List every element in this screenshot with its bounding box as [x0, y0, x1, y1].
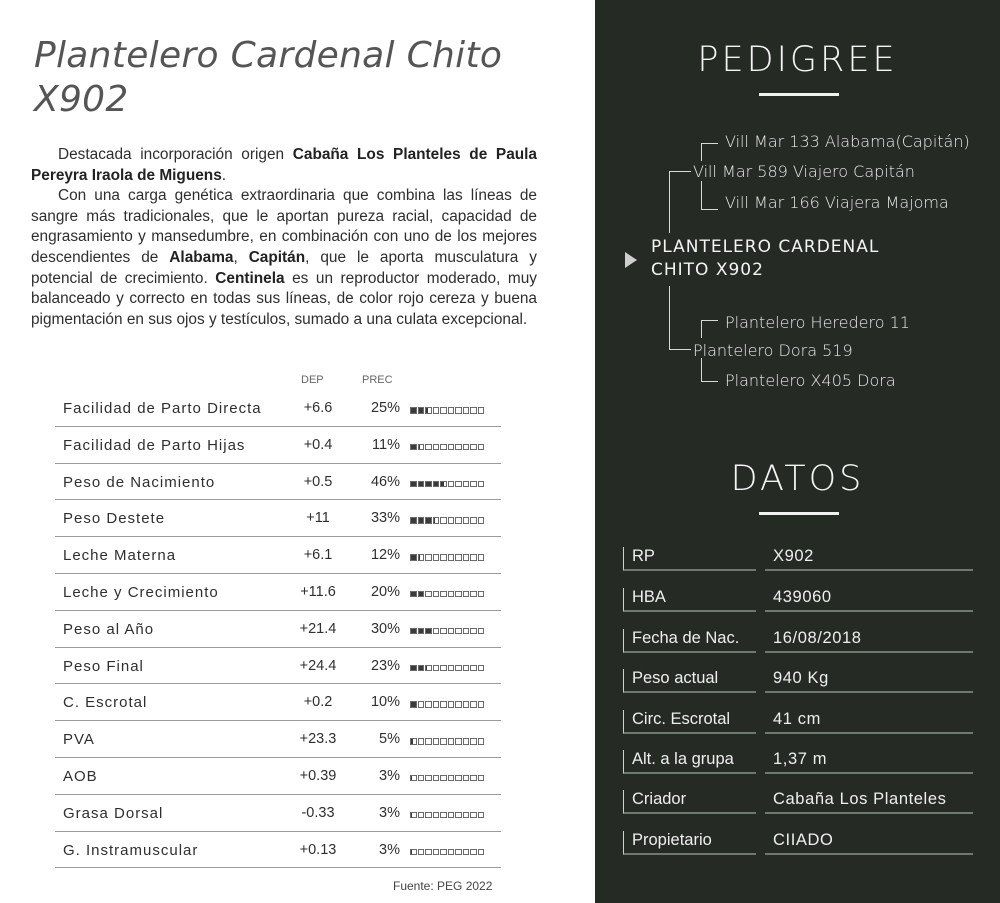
- precision-square: [448, 554, 455, 561]
- row-label: Leche Materna: [63, 547, 177, 565]
- row-dep: +6.6: [303, 400, 333, 416]
- precision-square: [470, 444, 477, 451]
- precision-square: [478, 775, 485, 782]
- precision-square: [410, 554, 417, 561]
- datos-key: Propietario: [623, 831, 756, 855]
- precision-square: [448, 665, 455, 672]
- precision-square: [433, 701, 440, 708]
- precision-square: [478, 517, 485, 524]
- row-dep: +11: [306, 510, 330, 527]
- datos-key: RP: [623, 547, 756, 571]
- precision-square: [410, 665, 417, 672]
- datos-key: Peso actual: [623, 669, 756, 693]
- precision-square: [455, 849, 462, 856]
- pedigree-sire-sire: Vill Mar 133 Alabama(Capitán): [725, 132, 970, 151]
- precision-bar: [410, 407, 484, 414]
- datos-row: [623, 831, 973, 855]
- precision-square: [448, 738, 455, 745]
- precision-square: [455, 738, 462, 745]
- precision-square: [433, 812, 440, 819]
- precision-square: [425, 481, 432, 488]
- row-dep: +0.13: [299, 841, 337, 858]
- precision-square: [433, 554, 440, 561]
- precision-square: [478, 849, 485, 856]
- pedigree-dam-dam: Plantelero X405 Dora: [725, 371, 896, 390]
- precision-bar: [410, 628, 484, 635]
- row-dep: +0.4: [303, 436, 333, 453]
- precision-square: [455, 591, 462, 598]
- precision-square: [448, 812, 455, 819]
- precision-square: [478, 738, 485, 745]
- precision-square: [478, 665, 485, 672]
- table-row: [55, 795, 501, 832]
- pedigree-dam: Plantelero Dora 519: [693, 341, 853, 360]
- precision-square: [410, 812, 417, 819]
- precision-square: [425, 738, 432, 745]
- row-label: Peso de Nacimiento: [63, 473, 216, 491]
- precision-square: [478, 591, 485, 598]
- precision-square: [440, 481, 447, 488]
- precision-square: [455, 628, 462, 635]
- precision-square: [433, 849, 440, 856]
- table-row: [55, 464, 501, 501]
- pedigree-sire-dam: Vill Mar 166 Viajera Majoma: [725, 193, 949, 212]
- precision-square: [418, 407, 425, 414]
- row-label: Grasa Dorsal: [63, 804, 164, 822]
- precision-square: [448, 517, 455, 524]
- precision-square: [425, 591, 432, 598]
- datos-row: [623, 669, 973, 693]
- precision-square: [418, 812, 425, 819]
- description-paragraph-1: Destacada incorporación origen Cabaña Los Planteles de Paula Pereyra Iraola de Miguens.: [31, 146, 537, 184]
- row-prec: 11%: [372, 436, 400, 453]
- source-note: Fuente: PEG 2022: [393, 879, 493, 893]
- row-prec: 5%: [379, 731, 400, 748]
- row-prec: 3%: [379, 841, 400, 858]
- table-row: [55, 758, 501, 795]
- precision-square: [463, 665, 470, 672]
- info-panel: [595, 0, 1000, 903]
- datos-value: 41 cm: [765, 710, 973, 734]
- precision-square: [425, 812, 432, 819]
- precision-square: [463, 591, 470, 598]
- precision-square: [425, 701, 432, 708]
- precision-square: [463, 407, 470, 414]
- precision-square: [455, 554, 462, 561]
- row-label: Facilidad de Parto Directa: [63, 400, 262, 417]
- precision-square: [410, 628, 417, 635]
- datos-key: Fecha de Nac.: [623, 629, 756, 653]
- table-row: [55, 427, 501, 464]
- precision-square: [455, 812, 462, 819]
- precision-square: [433, 665, 440, 672]
- table-row: [55, 611, 501, 648]
- precision-square: [463, 849, 470, 856]
- precision-square: [410, 444, 417, 451]
- precision-square: [478, 444, 485, 451]
- pedigree-title-underline: [759, 93, 839, 96]
- precision-square: [425, 444, 432, 451]
- pedigree-connector: [701, 358, 718, 382]
- row-dep: +11.6: [300, 583, 336, 600]
- precision-square: [425, 628, 432, 635]
- precision-square: [448, 701, 455, 708]
- description-paragraph-2: Con una carga genética extraordinaria que combina las líneas de sangre más tradicionales, que le aportan pureza racial, capacidad de engrasamiento y mansedumbre, en combinación con uno de los mejores descendientes de Alabama, Capitán, que le aporta musculatura y potencial de crecimiento. Centinela es un reproductor moderado, muy balanceado y correcto en todas sus líneas, de color rojo cereza y buena pigmentación en sus ojos y testículos, sumado a una culata excepcional.: [31, 187, 537, 328]
- row-prec: 20%: [370, 583, 400, 600]
- precision-square: [478, 407, 485, 414]
- precision-square: [440, 407, 447, 414]
- precision-square: [478, 554, 485, 561]
- precision-square: [455, 665, 462, 672]
- precision-bar: [410, 444, 484, 451]
- precision-square: [418, 444, 425, 451]
- datos-key: Alt. a la grupa: [623, 750, 756, 774]
- precision-square: [418, 481, 425, 488]
- precision-bar: [410, 554, 484, 561]
- precision-square: [463, 812, 470, 819]
- row-label: Facilidad de Parto Hijas: [63, 436, 246, 454]
- precision-square: [418, 554, 425, 561]
- datos-value: X902: [765, 547, 973, 571]
- datos-value: 439060: [765, 588, 973, 612]
- precision-square: [470, 665, 477, 672]
- datos-value: Cabaña Los Planteles: [765, 790, 973, 814]
- precision-square: [433, 481, 440, 488]
- precision-square: [440, 701, 447, 708]
- precision-bar: [410, 481, 484, 488]
- row-prec: 46%: [370, 473, 400, 490]
- datos-value: 16/08/2018: [765, 629, 973, 653]
- precision-square: [433, 775, 440, 782]
- precision-square: [440, 554, 447, 561]
- row-label: Peso Final: [63, 657, 144, 675]
- pedigree-connector: [669, 171, 691, 233]
- precision-square: [418, 849, 425, 856]
- pedigree-dam-sire: Plantelero Heredero 11: [725, 313, 910, 332]
- precision-square: [455, 444, 462, 451]
- precision-square: [440, 812, 447, 819]
- precision-square: [463, 481, 470, 488]
- row-label: AOB: [63, 767, 98, 785]
- precision-square: [463, 628, 470, 635]
- precision-square: [463, 444, 470, 451]
- precision-square: [418, 665, 425, 672]
- precision-square: [470, 554, 477, 561]
- precision-square: [470, 481, 477, 488]
- row-label: PVA: [63, 731, 95, 749]
- precision-square: [463, 554, 470, 561]
- datos-key: HBA: [623, 588, 756, 612]
- precision-bar: [410, 812, 484, 819]
- row-dep: +0.5: [303, 473, 333, 490]
- precision-square: [478, 481, 485, 488]
- precision-square: [440, 775, 447, 782]
- precision-square: [440, 591, 447, 598]
- datos-key: Criador: [623, 790, 756, 814]
- row-label: Peso Destete: [63, 510, 166, 528]
- table-row: [55, 832, 501, 869]
- precision-square: [418, 628, 425, 635]
- column-header-dep: DEP: [301, 374, 324, 386]
- precision-square: [448, 444, 455, 451]
- precision-square: [478, 812, 485, 819]
- precision-square: [463, 775, 470, 782]
- precision-square: [440, 628, 447, 635]
- row-prec: 10%: [370, 694, 400, 711]
- precision-square: [410, 407, 417, 414]
- precision-square: [410, 701, 417, 708]
- row-dep: +0.2: [303, 694, 333, 711]
- row-dep: +24.4: [299, 657, 337, 674]
- precision-bar: [410, 738, 484, 745]
- precision-square: [455, 517, 462, 524]
- precision-square: [418, 775, 425, 782]
- precision-square: [433, 517, 440, 524]
- precision-bar: [410, 591, 484, 598]
- precision-square: [418, 701, 425, 708]
- datos-row: [623, 547, 973, 571]
- pedigree-sire: Vill Mar 589 Viajero Capitán: [693, 162, 915, 181]
- precision-square: [470, 628, 477, 635]
- row-label: Leche y Crecimiento: [63, 583, 219, 601]
- row-dep: +6.1: [303, 547, 333, 564]
- precision-square: [448, 775, 455, 782]
- row-dep: -0.33: [301, 804, 335, 821]
- precision-bar: [410, 849, 484, 856]
- pedigree-connector: [669, 286, 691, 350]
- row-prec: 25%: [370, 400, 400, 416]
- precision-square: [425, 554, 432, 561]
- pedigree-animal: PLANTELERO CARDENAL CHITO X902: [651, 237, 880, 280]
- precision-square: [425, 849, 432, 856]
- row-dep: +21.4: [299, 620, 337, 637]
- precision-bar: [410, 701, 484, 708]
- precision-square: [470, 591, 477, 598]
- pedigree-title: PEDIGREE: [697, 40, 898, 80]
- precision-square: [418, 591, 425, 598]
- table-row: [55, 390, 501, 427]
- row-label: G. Instramuscular: [63, 841, 199, 859]
- page-title: Plantelero Cardenal Chito X902: [34, 35, 503, 120]
- table-row: [55, 574, 501, 611]
- precision-square: [433, 407, 440, 414]
- precision-square: [410, 591, 417, 598]
- table-row: [55, 500, 501, 537]
- precision-square: [425, 665, 432, 672]
- row-prec: 12%: [370, 547, 400, 564]
- precision-square: [448, 628, 455, 635]
- precision-square: [425, 775, 432, 782]
- row-prec: 3%: [379, 767, 400, 784]
- precision-square: [433, 628, 440, 635]
- precision-square: [410, 738, 417, 745]
- precision-square: [455, 407, 462, 414]
- precision-square: [463, 517, 470, 524]
- precision-square: [440, 738, 447, 745]
- precision-square: [440, 444, 447, 451]
- precision-bar: [410, 665, 484, 672]
- row-dep: +0.39: [299, 767, 337, 784]
- row-prec: 33%: [370, 510, 400, 527]
- pedigree-connector: [701, 320, 718, 338]
- precision-square: [410, 849, 417, 856]
- row-prec: 30%: [370, 620, 400, 637]
- row-label: C. Escrotal: [63, 694, 148, 712]
- precision-square: [455, 481, 462, 488]
- precision-bar: [410, 775, 484, 782]
- row-prec: 3%: [379, 804, 400, 821]
- precision-square: [470, 407, 477, 414]
- precision-square: [410, 775, 417, 782]
- table-row: [55, 684, 501, 721]
- precision-square: [418, 738, 425, 745]
- datos-value: CIIADO: [765, 831, 973, 855]
- precision-square: [448, 849, 455, 856]
- precision-square: [463, 701, 470, 708]
- datos-key: Circ. Escrotal: [623, 710, 756, 734]
- row-label: Peso al Año: [63, 620, 155, 638]
- precision-square: [410, 481, 417, 488]
- precision-square: [470, 812, 477, 819]
- datos-title-underline: [759, 512, 839, 515]
- precision-square: [470, 775, 477, 782]
- precision-square: [478, 701, 485, 708]
- description: [31, 145, 537, 330]
- precision-square: [425, 517, 432, 524]
- precision-square: [455, 701, 462, 708]
- datos-row: [623, 629, 973, 653]
- datos-row: [623, 710, 973, 734]
- precision-square: [448, 591, 455, 598]
- precision-square: [463, 738, 470, 745]
- datos-value: 940 Kg: [765, 669, 973, 693]
- pedigree-connector: [701, 181, 718, 210]
- precision-square: [425, 407, 432, 414]
- precision-square: [433, 591, 440, 598]
- precision-square: [440, 517, 447, 524]
- precision-square: [433, 738, 440, 745]
- precision-square: [440, 665, 447, 672]
- table-row: [55, 537, 501, 574]
- datos-row: [623, 750, 973, 774]
- precision-square: [478, 628, 485, 635]
- pedigree-connector: [701, 143, 718, 161]
- precision-bar: [410, 517, 484, 524]
- precision-square: [470, 738, 477, 745]
- precision-square: [470, 849, 477, 856]
- precision-square: [470, 701, 477, 708]
- row-dep: +23.3: [299, 731, 337, 748]
- precision-square: [433, 444, 440, 451]
- table-row: [55, 721, 501, 758]
- datos-title: DATOS: [730, 459, 865, 499]
- dep-table: [55, 390, 501, 868]
- play-arrow-icon: [625, 252, 637, 268]
- precision-square: [448, 481, 455, 488]
- precision-square: [448, 407, 455, 414]
- precision-square: [440, 849, 447, 856]
- datos-row: [623, 588, 973, 612]
- table-row: [55, 648, 501, 685]
- precision-square: [418, 517, 425, 524]
- precision-square: [410, 517, 417, 524]
- row-prec: 23%: [370, 657, 400, 674]
- column-header-prec: PREC: [362, 374, 393, 386]
- precision-square: [455, 775, 462, 782]
- datos-value: 1,37 m: [765, 750, 973, 774]
- precision-square: [470, 517, 477, 524]
- datos-row: [623, 790, 973, 814]
